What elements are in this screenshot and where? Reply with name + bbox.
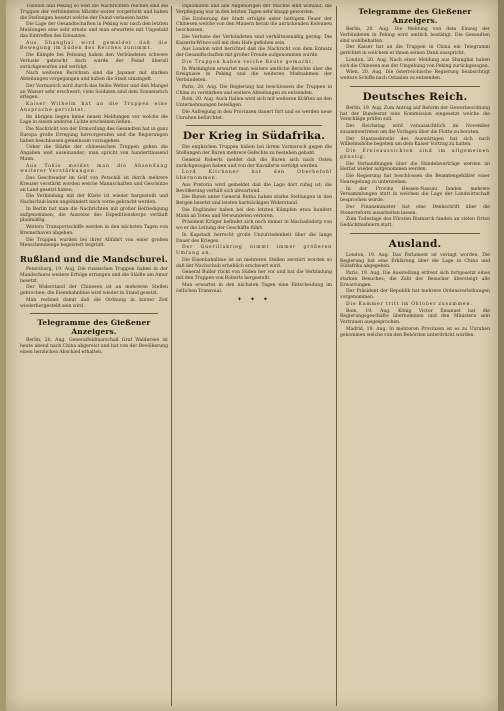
text-block: Paris, 20. Aug. Die Regierung hat beschlossen die Truppen in China zu verstärken und weitere Abteilungen zu entsenden.: [176, 84, 332, 96]
text-block: Die Verhandlungen über die Handelsverträge werden im Herbst wieder aufgenommen werden.: [340, 161, 490, 173]
text-block: Berlin, 19. Aug. Zum Antrag auf Reform der Gewerbeordnung hat der Bundesrat eine Kommission eingesetzt welche die Vorschläge prüfen soll.: [340, 105, 490, 123]
text-block: Der Kaiser hat an die Truppen in China ein Telegramm gerichtet in welchem er ihnen seinen Dank ausspricht.: [340, 45, 490, 56]
text-block: Die Ernteaussichten sind im allgemeinen günstig.: [340, 149, 490, 160]
text-block: Lord Kitchener hat den Oberbefehl übernommen.: [176, 170, 332, 181]
text-block: Tientsin und Peking so weit die Nachrichten reichen sind die Truppen der verbündeten Mächte weiter vorgerückt und haben die Stellungen besetzt welche der Feind verlassen hatte.: [20, 4, 168, 21]
text-block: Die Engländer haben bei den letzten Kämpfen etwa hundert Mann an Toten und Verwundeten verloren.: [176, 207, 332, 219]
text-block: Die Truppen wurden bei ihrer Abfahrt von einer großen Menschenmenge begeistert begrüßt.: [20, 237, 168, 249]
text-block: Berlin, 20. Aug. Generalfeldmarschall Graf Waldersee ist heute abend nach China abgereist und hat von der Bevölkerung einen herzlichen Abschied erhalten.: [20, 338, 168, 355]
text-block: Die Truppen haben reiche Beute gemacht.: [182, 59, 315, 65]
section-heading: Telegramme des Gießener Anzeigers.: [358, 7, 472, 25]
text-block: Ueber die Stärke der chinesischen Truppen gehen die Angaben weit auseinander; man spricht von hunderttausend Mann.: [20, 145, 168, 162]
right-column: [340, 4, 490, 339]
text-block: Die englischen Truppen haben bei ihrem Vormarsch gegen die Stellungen der Buren mehrere Gefechte zu bestehen gehabt.: [176, 145, 332, 156]
text-block: Die Nachricht von der Ermordung des Gesandten hat in ganz Europa große Erregung hervorgerufen und die Regierungen haben beschlossen gemeinsam vorzugehen.: [20, 127, 168, 144]
text-block: Aus London wird berichtet daß die Nachricht von dem Entsatz der Gesandtschaften mit großer Freude aufgenommen wurde.: [176, 47, 332, 58]
text-block: Weitere Transportschiffe werden in den nächsten Tagen von Bremerhaven abgehen.: [20, 225, 168, 236]
text-block: Zum Todestage des Fürsten Bismarck fanden an vielen Orten Gedächtnisfeiern statt.: [340, 217, 490, 228]
text-block: Die Kämpfe bei Peitsang haben den Verbündeten schwere Verluste gebracht doch wurde der Feind überall zurückgeworfen und verfolgt.: [20, 53, 168, 70]
text-block: Aus Tokio meldet man die Absendung weiterer Verstärkungen.: [20, 163, 168, 175]
divider: [350, 233, 480, 234]
newspaper-page: [6, 0, 498, 711]
text-block: Man erwartet in den nächsten Tagen eine Entscheidung im östlichen Transvaal.: [176, 282, 332, 294]
text-block: Kaiser Wilhelm hat an die Truppen eine Ansprache gerichtet.: [20, 102, 168, 113]
section-heading: Rußland und die Mandschurei.: [20, 254, 168, 264]
text-block: In Berlin hat man die Nachrichten mit großer Befriedigung aufgenommen; die Ausreise des Expeditionskorps verläuft planmäßig.: [20, 206, 168, 224]
text-block: Im übrigen liegen keine neuen Meldungen vor welche die Lage in einem anderen Lichte erscheinen ließen.: [20, 114, 168, 126]
text-block: Rom, 19. Aug. König Victor Emanuel hat die Regierungsgeschäfte übernommen und den Ministern sein Vertrauen ausgesprochen.: [340, 308, 490, 325]
section-heading: Der Krieg in Südafrika.: [182, 130, 326, 143]
right-page-edge: [498, 0, 504, 711]
text-block: Der Vormarsch wird durch das heiße Wetter und den Mangel an Wasser sehr erschwert; viele Soldaten sind dem Sonnenstich erlegen.: [20, 83, 168, 101]
text-block: Man rechnet damit daß die Ordnung in kurzer Zeit wiederhergestellt sein wird.: [20, 297, 168, 309]
column-rule: [336, 6, 337, 706]
text-block: Die Regierung hat beschlossen die Beamtengehälter einer Neuregelung zu unterziehen.: [340, 174, 490, 185]
middle-column: [176, 4, 332, 305]
text-block: General Buller rückt von Süden her vor und hat die Verbindung mit den Truppen von Roberts hergestellt.: [176, 270, 332, 281]
section-heading: Telegramme des Gießener Anzeigers.: [37, 318, 151, 337]
text-block: Präsident Krüger befindet sich noch immer in Machadodorp von wo er die Leitung der Geschäfte führt.: [176, 220, 332, 231]
text-block: Die Verluste der Verbündeten sind verhältnismäßig gering. Die Kaiserin-Witwe soll mit dem Hofe geflohen sein.: [176, 34, 332, 46]
divider: [350, 86, 480, 87]
text-block: Die Verbindung mit der Küste ist wieder hergestellt und Nachschub kann ungehindert nach vorne gebracht werden.: [20, 194, 168, 205]
text-block: Der Finanzminister hat eine Denkschrift über die Steuerreform ausarbeiten lassen.: [340, 204, 490, 216]
text-block: In der Provinz Hessen-Nassau fanden mehrere Versammlungen statt in welchen die Lage der Landwirtschaft besprochen wurde.: [340, 186, 490, 203]
ornament-stars: ✦ ✦ ✦: [237, 296, 271, 304]
text-block: General Roberts meldet daß die Buren sich nach Osten zurückgezogen haben und von der Kavallerie verfolgt werden.: [176, 157, 332, 169]
text-block: Der Präsident der Republik hat mehrere Ordensverleihungen vorgenommen.: [340, 289, 490, 300]
text-block: In Washington erwartet man weitere amtliche Berichte über die Ereignisse in Peking und die weiteren Maßnahmen der Verbündeten.: [176, 66, 332, 83]
text-block: Petersburg, 19. Aug. Die russischen Truppen haben in der Mandschurei weitere Erfolge errungen und die Städte am Amur besetzt.: [20, 267, 168, 284]
divider: [186, 125, 322, 126]
text-block: Paris, 19. Aug. Die Ausstellung erfreut sich fortgesetzt eines starken Besuches; die Zahl der Besucher übersteigt alle Erwartungen.: [340, 271, 490, 288]
text-block: Nach weiteren Berichten sind die Japaner mit starken Abteilungen vorgegangen und haben die Stadt umzingelt.: [20, 71, 168, 82]
column-rule: [171, 6, 172, 706]
text-block: Diplomaten und alle Angehörigen der Mächte sind wohlauf; die Verpflegung war in den letzten Tagen sehr knapp geworden.: [176, 4, 332, 15]
text-block: Die Buren unter General Botha haben starke Stellungen in den Bergen besetzt und leisten hartnäckigen Widerstand.: [176, 195, 332, 206]
text-block: In Kapstadt herrscht große Unzufriedenheit über die lange Dauer des Krieges.: [176, 232, 332, 244]
text-block: Die Lage der Gesandtschaften in Peking war nach den letzten Meldungen eine sehr ernste und man erwartete mit Ungeduld das Eintreffen des Entsatzes.: [20, 22, 168, 39]
text-block: Der Staatssekretär des Auswärtigen hat sich nach Wilhelmshöhe begeben um dem Kaiser Vortrag zu halten.: [340, 136, 490, 148]
text-block: Wien, 20. Aug. Die österreichische Regierung beabsichtigt weitere Schiffe nach Ostasien zu entsenden.: [340, 70, 490, 81]
text-block: Berlin, 20. Aug. Die Meldung von dem Einzug der Verbündeten in Peking wird amtlich bestätigt. Die Gesandten sind wohlbehalten.: [340, 27, 490, 44]
text-block: Rom, 20. Aug. Auch Italien wird sich mit weiteren Kräften an den Unternehmungen beteiligen.: [176, 97, 332, 108]
text-block: Madrid, 19. Aug. In mehreren Provinzen ist es zu Unruhen gekommen welche von den Behörden unterdrückt wurden.: [340, 326, 490, 338]
left-column: [20, 4, 168, 357]
text-block: Der Reichstag wird voraussichtlich im November zusammentreten um die Vorlagen über die Flotte zu beraten.: [340, 124, 490, 135]
text-block: London, 20. Aug. Nach einer Meldung aus Shanghai haben sich die Chinesen aus der Umgebung von Peking zurückgezogen.: [340, 57, 490, 69]
section-heading: Deutsches Reich.: [362, 90, 468, 103]
text-block: Aus Pretoria wird gemeldet daß die Lage dort ruhig ist; die Bevölkerung verhält sich abwartend.: [176, 182, 332, 194]
text-block: Das Geschwader im Golf von Petschili ist durch mehrere Kreuzer verstärkt worden welche Mannschaften und Geschütze an Land gesetzt haben.: [20, 176, 168, 193]
text-block: Aus Shanghai wird gemeldet daß die Bewegung im Süden des Reiches zunimmt.: [20, 40, 168, 52]
section-heading: Ausland.: [388, 237, 442, 250]
text-block: Der Guerillakrieg nimmt immer größeren Umfang an.: [176, 245, 332, 256]
text-block: Die Kammer tritt im Oktober zusammen.: [346, 301, 473, 307]
text-block: Der Widerstand der Chinesen ist an mehreren Stellen gebrochen; die Eisenbahnlinie wird wieder in Stand gesetzt.: [20, 285, 168, 296]
text-block: Die Eroberung der Stadt erfolgte unter heftigem Feuer der Chinesen welche von den Mauern herab die anrückenden Kolonnen beschossen.: [176, 16, 332, 33]
text-block: Die Aufregung in den Provinzen dauert fort und es werden neue Unruhen befürchtet.: [176, 109, 332, 121]
divider: [30, 313, 158, 314]
text-block: Die Eisenbahnlinie ist an mehreren Stellen zerstört worden so daß der Nachschub erheblich erschwert wird.: [176, 257, 332, 269]
text-block: London, 19. Aug. Das Parlament ist vertagt worden. Die Regierung hat eine Erklärung über die Lage in China und Südafrika abgegeben.: [340, 252, 490, 270]
